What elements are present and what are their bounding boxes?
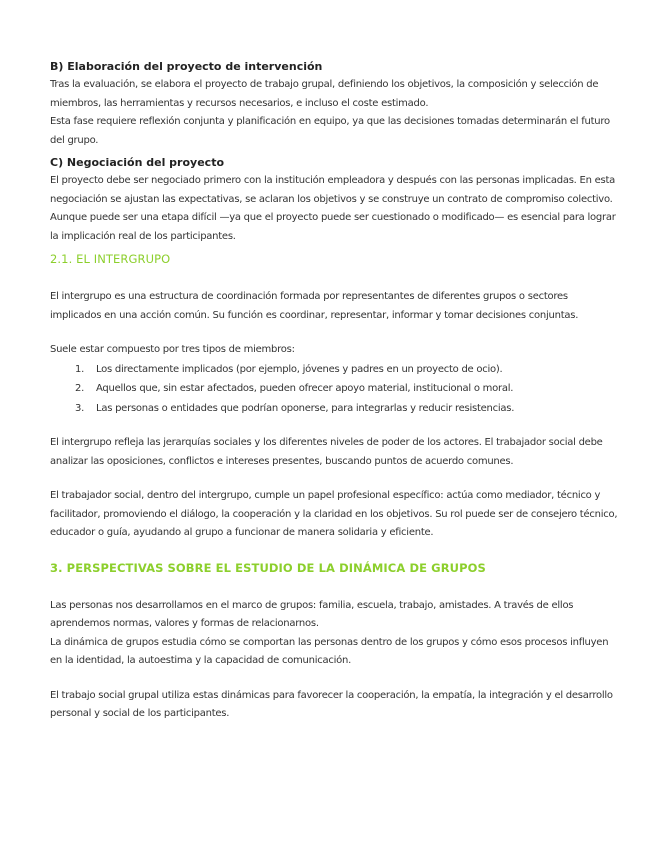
section-intergrupo: [50, 250, 620, 543]
intergrupo-list-intro: Suele estar compuesto por tres tipos de miembros:: [50, 344, 295, 355]
intergrupo-title: 2.1. EL INTERGRUPO: [50, 252, 171, 266]
list-item-number: 3.: [74, 402, 84, 414]
intergrupo-paragraph-3: El trabajador social, dentro del intergrupo, cumple un papel profesional específico: actúa como mediador, técnico y facilitador, promoviendo el diálogo, la cooperación y la claridad en los objetivos. Su rol puede ser de consejero técnico, educador o guía, ayudando al grupo a funcionar de manera solidaria y eficiente.: [50, 490, 618, 538]
list-item-text: Aquellos que, sin estar afectados, pueden ofrecer apoyo material, institucional o moral.: [96, 383, 514, 394]
intergrupo-paragraph-2: El intergrupo refleja las jerarquías sociales y los diferentes niveles de poder de los actores. El trabajador social debe analizar las oposiciones, conflictos e intereses presentes, buscando puntos de acuerdo comunes.: [50, 437, 603, 467]
intergrupo-paragraph-1: El intergrupo es una estructura de coordinación formada por representantes de diferentes grupos o sectores implicados en una acción común. Su función es coordinar, representar, informar y tomar decisiones conjuntas.: [50, 291, 579, 321]
list-item-number: 2.: [74, 383, 84, 394]
perspectivas-paragraph-2: La dinámica de grupos estudia cómo se comportan las personas dentro de los grupos y cómo esos procesos influyen en la identidad, la autoestima y la capacidad de comunicación.: [50, 636, 609, 666]
document-page: [50, 58, 620, 724]
list-item: [50, 399, 620, 419]
section-perspectivas: [50, 559, 620, 724]
section-b-heading: B) Elaboración del proyecto de intervención: [50, 60, 323, 73]
list-item-text: Las personas o entidades que podrían oponerse, para integrarlas y reducir resistencias.: [96, 402, 515, 414]
perspectivas-paragraph-1: Las personas nos desarrollamos en el marco de grupos: familia, escuela, trabajo, amistades. A través de ellos aprendemos normas, valores y formas de relacionarnos.: [50, 599, 574, 629]
section-b-paragraph-2: Esta fase requiere reflexión conjunta y planificación en equipo, ya que las decisiones tomadas determinarán el futuro del grupo.: [50, 116, 610, 146]
list-item: [50, 379, 620, 399]
section-c-paragraph-2: Aunque puede ser una etapa difícil —ya que el proyecto puede ser cuestionado o modificado— es esencial para lograr la implicación real de los participantes.: [50, 212, 616, 242]
perspectivas-title: 3. PERSPECTIVAS SOBRE EL ESTUDIO DE LA DINÁMICA DE GRUPOS: [50, 560, 486, 575]
perspectivas-paragraph-3: El trabajo social grupal utiliza estas dinámicas para favorecer la cooperación, la empatía, la integración y el desarrollo personal y social de los participantes.: [50, 689, 613, 719]
section-b-paragraph-1: Tras la evaluación, se elabora el proyecto de trabajo grupal, definiendo los objetivos, la composición y selección de miembros, las herramientas y recursos necesarios, e incluso el coste estimado.: [50, 79, 599, 109]
members-list: [50, 360, 620, 419]
list-item-text: Los directamente implicados (por ejemplo, jóvenes y padres en un proyecto de ocio).: [96, 363, 503, 375]
section-b: [50, 58, 620, 150]
section-c-paragraph-1: El proyecto debe ser negociado primero con la institución empleadora y después con las personas implicadas. En esta negociación se ajustan las expectativas, se aclaran los objetivos y se construye un contrato de compromiso colectivo.: [50, 175, 616, 205]
list-item: [50, 360, 620, 380]
list-item-number: 1.: [74, 363, 84, 375]
section-c: [50, 154, 620, 246]
section-c-heading: C) Negociación del proyecto: [50, 156, 225, 169]
